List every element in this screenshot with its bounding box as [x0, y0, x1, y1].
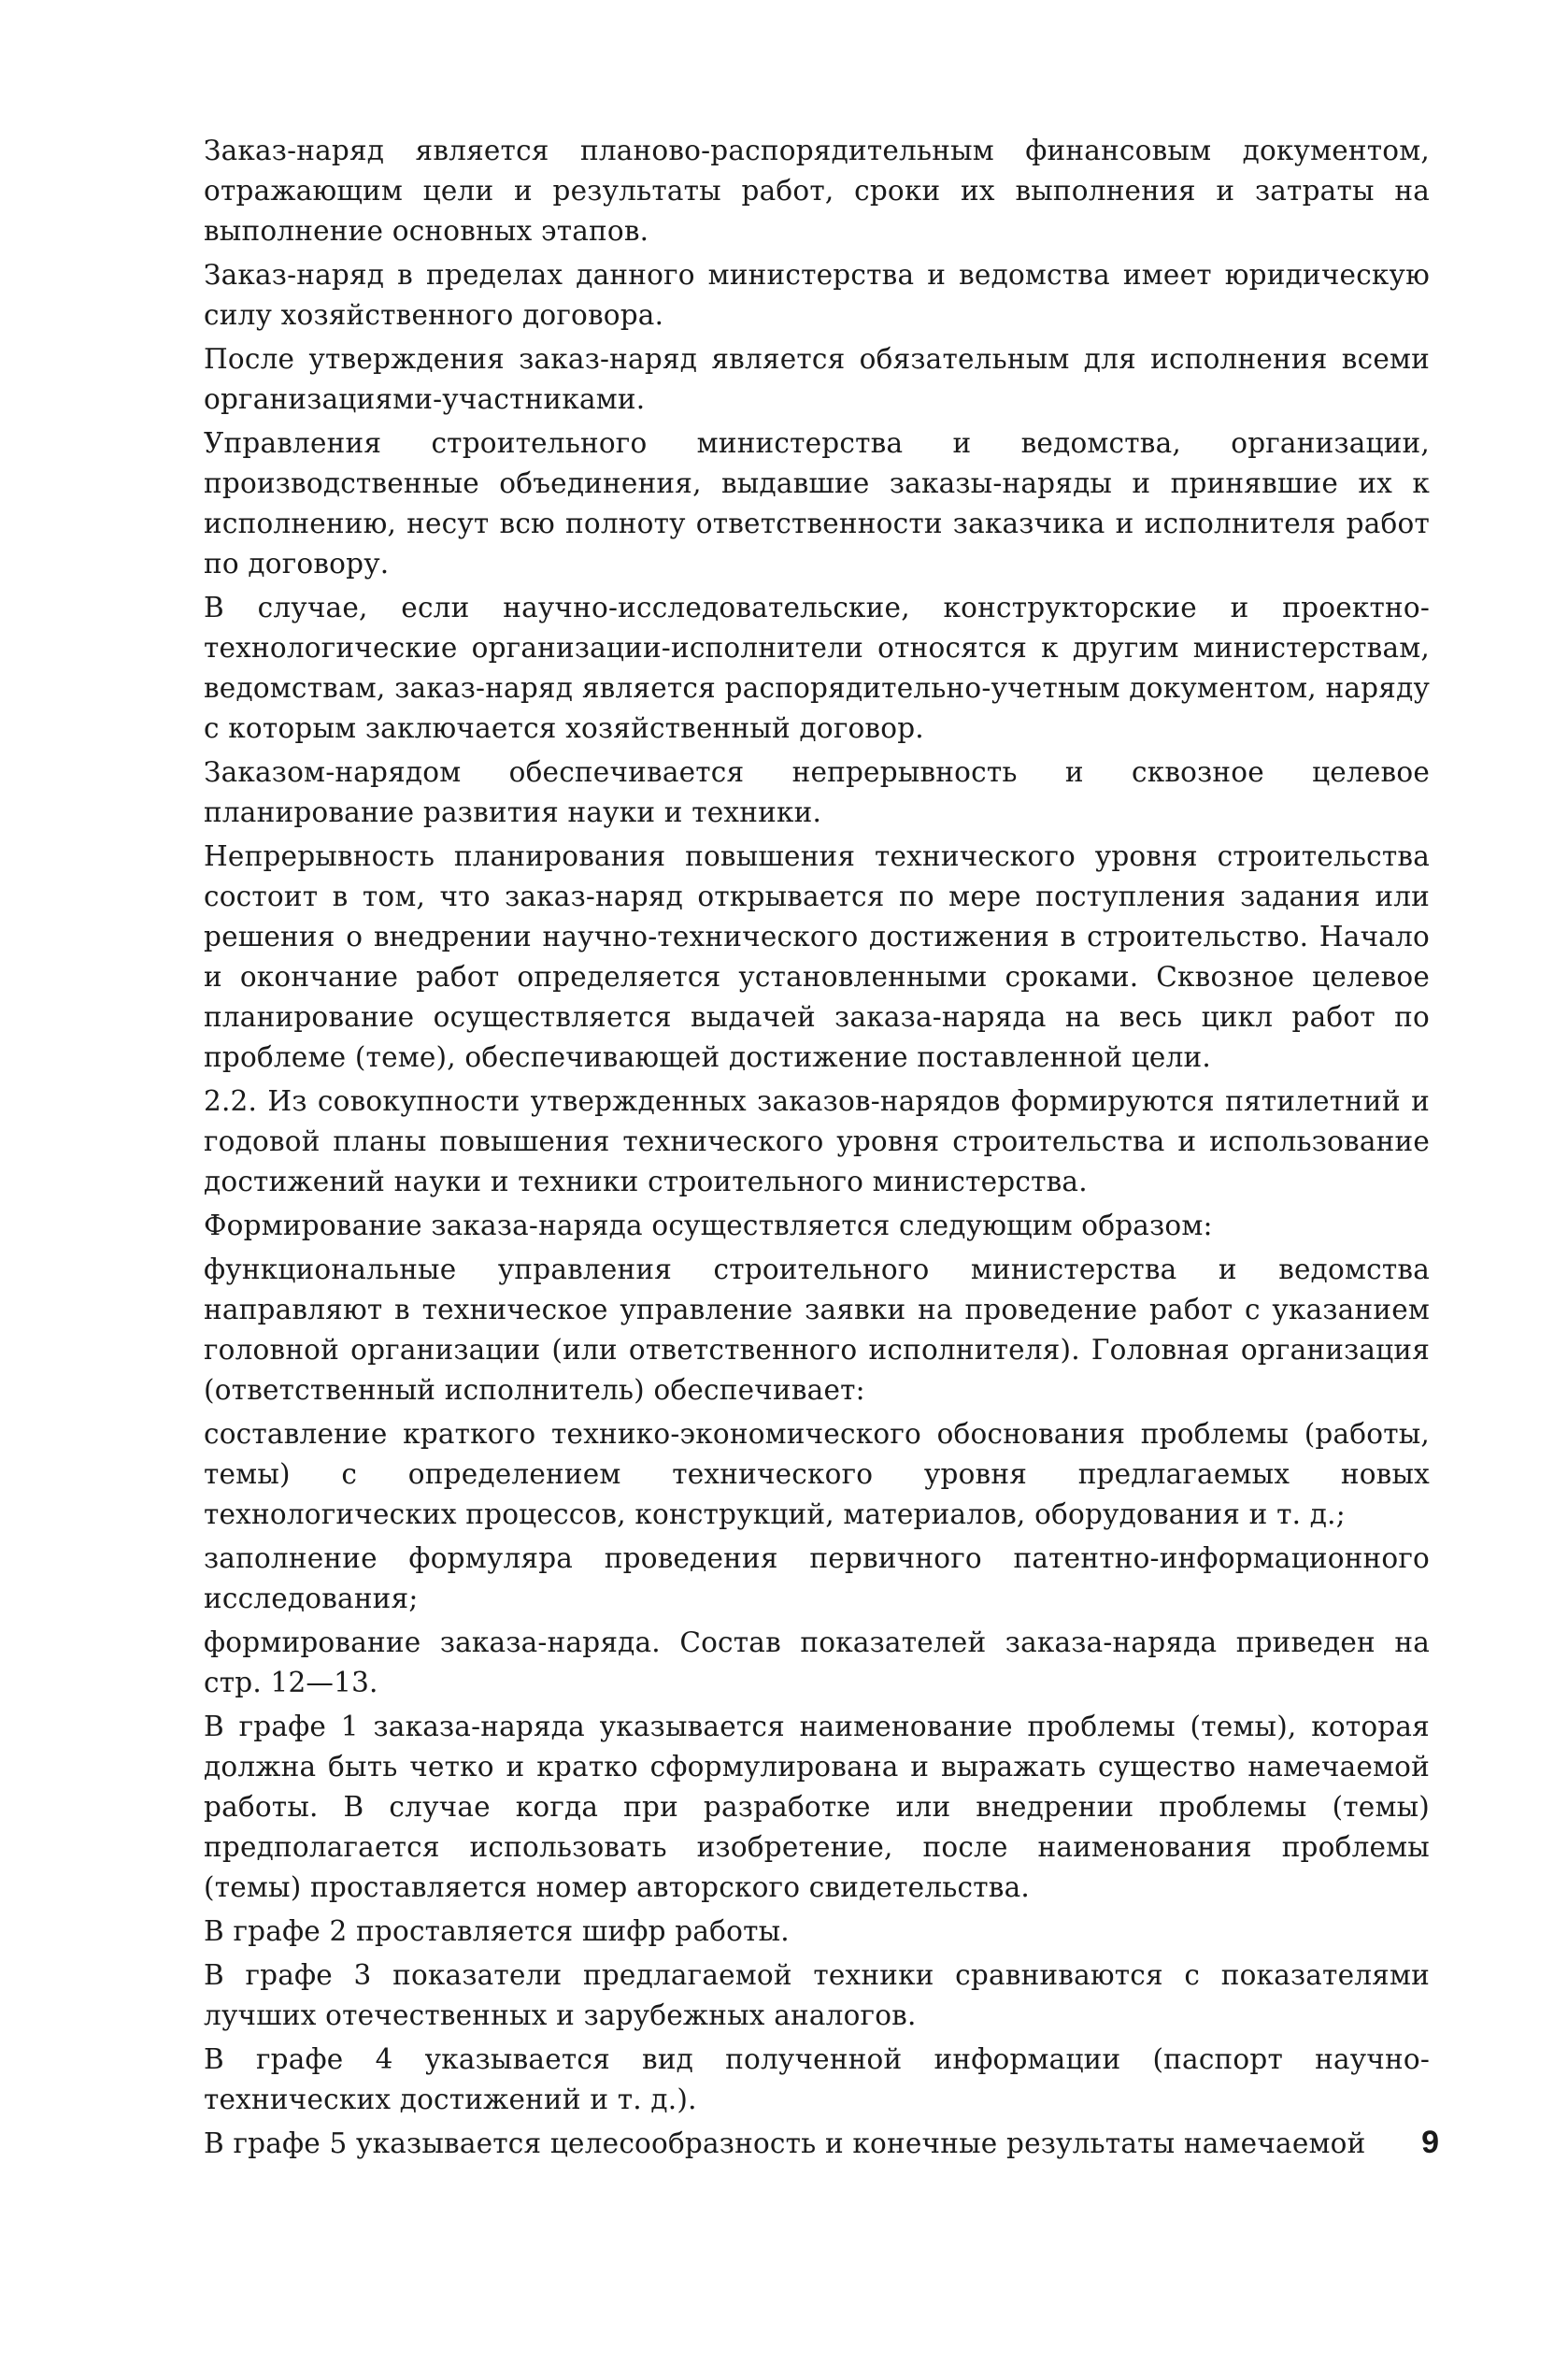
paragraph-6: Заказом-нарядом обеспечивается непрерывность и сквозное целевое планирование развития науки и техники.	[204, 756, 1430, 828]
paragraph-2: Заказ-наряд в пределах данного министерства и ведомства имеет юридическую силу хозяйственного договора.	[204, 259, 1430, 331]
paragraph-8-section-2-2: 2.2. Из совокупности утвержденных заказов-нарядов формируются пятилетний и годовой планы повышения технического уровня строительства и использование достижений науки и техники строительного министерства.	[204, 1085, 1430, 1197]
paragraph-7: Непрерывность планирования повышения технического уровня строительства состоит в том, что заказ-наряд открывается по мере поступления задания или решения о внедрении научно-технического достижения в строительство. Начало и окончание работ определяется установленными сроками. Сквозное целевое планирование осуществляется выдачей заказа-наряда на весь цикл работ по проблеме (теме), обеспечивающей достижение поставленной цели.	[204, 840, 1430, 1073]
list-item-feasibility-study: составление краткого технико-экономического обоснования проблемы (работы, темы) с определением технического уровня предлагаемых новых технологических процессов, конструкций, материалов, оборудования и т. д.;	[204, 1418, 1430, 1530]
paragraph-5: В случае, если научно-исследовательские, конструкторские и проектно-технологические организации-исполнители относятся к другим министерствам, ведомствам, заказ-наряд является распорядительно-учетным документом, наряду с которым заключается хозяйственный договор.	[204, 592, 1430, 744]
paragraph-column-5: В графе 5 указывается целесообразность и конечные результаты намечаемой	[204, 2127, 1366, 2159]
list-item-patent-form: заполнение формуляра проведения первичного патентно-информационного исследования;	[204, 1542, 1430, 1614]
list-item-order-formation: формирование заказа-наряда. Состав показателей заказа-наряда приведен на стр. 12—13.	[204, 1626, 1430, 1698]
paragraph-column-1: В графе 1 заказа-наряда указывается наименование проблемы (темы), которая должна быть четко и кратко сформулирована и выражать существо намечаемой работы. В случае когда при разработке или внедрении проблемы (темы) предполагается использовать изобретение, после наименования проблемы (темы) проставляется номер авторского свидетельства.	[204, 1711, 1430, 1903]
paragraph-column-3: В графе 3 показатели предлагаемой техники сравниваются с показателями лучших отечественных и зарубежных аналогов.	[204, 1959, 1430, 2031]
paragraph-3: После утверждения заказ-наряд является обязательным для исполнения всеми организациями-участниками.	[204, 343, 1430, 415]
page-number: 9	[1421, 2125, 1439, 2160]
paragraph-1: Заказ-наряд является планово-распорядительным финансовым документом, отражающим цели и результаты работ, сроки их выполнения и затраты на выполнение основных этапов.	[204, 135, 1430, 247]
list-item-functional-departments: функциональные управления строительного министерства и ведомства направляют в техническое управление заявки на проведение работ с указанием головной организации (или ответственного исполнителя). Головная организация (ответственный исполнитель) обеспечивает:	[204, 1253, 1430, 1406]
paragraph-4: Управления строительного министерства и ведомства, организации, производственные объединения, выдавшие заказы-наряды и принявшие их к исполнению, несут всю полноту ответственности заказчика и исполнителя работ по договору.	[204, 427, 1430, 580]
paragraph-9: Формирование заказа-наряда осуществляется следующим образом:	[204, 1210, 1213, 1241]
paragraph-column-4: В графе 4 указывается вид полученной информации (паспорт научно-технических достижений и т. д.).	[204, 2043, 1430, 2115]
paragraph-column-2: В графе 2 проставляется шифр работы.	[204, 1915, 790, 1947]
page-body	[204, 131, 1430, 2168]
